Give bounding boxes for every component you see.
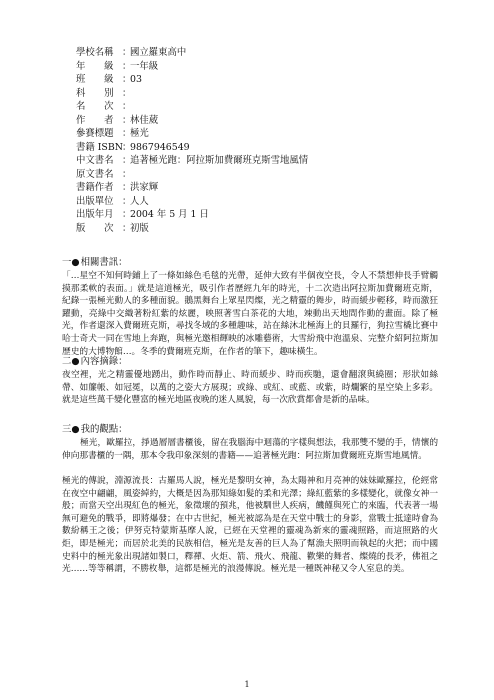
page-number: 1	[244, 680, 250, 689]
meta-value: 林佳葳	[130, 114, 159, 126]
section-title: 我的觀點：	[80, 424, 128, 435]
meta-row: 參賽標題 ： 極光	[76, 128, 149, 139]
meta-row: 年 級 ： 一年級	[76, 60, 159, 72]
meta-row: 書籍 ISBN ： 9867946549	[76, 141, 190, 153]
meta-label: 原文書名	[76, 168, 114, 180]
meta-label: 中文書名	[76, 155, 114, 166]
meta-label: 學校名稱	[76, 47, 114, 58]
meta-row: 原文書名 ：	[76, 168, 132, 180]
meta-value: 9867946549	[130, 141, 190, 153]
metadata-block	[76, 46, 426, 235]
meta-row: 出版年月 ： 2004 年 5 月 1 日	[76, 209, 209, 220]
meta-row: 出版單位 ： 人人	[76, 195, 149, 207]
meta-value: 極光	[130, 128, 149, 139]
excerpt-paragraph: 夜空裡，光之精靈優地踴出，動作時而靜止、時而緩步、時而疾馳，還會翻滾與繞圈；形狀如絲帶、如簾帳、如冠冕，以萬的之姿大方展現；或綠、或紅、或藍、或紫，時爛繁的星空染上多彩。就是這些萬千變化豐富的極光地區夜晚的迷人風貌，每一次欣賞都會是新的品味。	[62, 370, 438, 406]
meta-row: 班 級 ： 03	[76, 74, 142, 85]
section-heading-viewpoint	[62, 423, 127, 436]
meta-row: 科 別 ：	[76, 87, 132, 99]
meta-value: 追著極光跑：阿拉斯加費爾班克斯雪地風情	[130, 155, 309, 166]
bullet-icon: 一●	[62, 257, 80, 268]
meta-label: 書籍作者	[76, 182, 114, 193]
meta-label: 出版單位	[76, 195, 114, 207]
viewpoint-paragraph-1: 極光，歐羅拉，掙過層層書櫃後，留在我腦海中迴蕩的字樣與想法，我那雙不變的手，情懷的伸向那書櫃的一隅，那本令我印象深刻的書籍——追著極光跑：阿拉斯加費爾班克斯雪地風情。	[62, 438, 438, 461]
meta-label: 參賽標題	[76, 128, 114, 139]
meta-row: 學校名稱 ： 國立羅東高中	[76, 47, 187, 58]
meta-value: 一年級	[130, 60, 159, 72]
section-title: 相關書訊：	[80, 257, 128, 268]
meta-value: 人人	[130, 195, 149, 207]
meta-label: 書籍 ISBN	[76, 141, 123, 153]
meta-value: 03	[130, 74, 142, 85]
section-heading-excerpt	[62, 355, 127, 368]
meta-label: 出版年月	[76, 209, 114, 220]
viewpoint-paragraph-2: 極光的傳說，淵源流長：古羅馬人說，極光是黎明女神，為太陽神和月亮神的妹妹歐羅拉，伦經常在夜空中翩翩，風姿綽約，大概是因為那知綠如髮的柔和光澤；綠紅藍紫的多樣變化，就像女神一般；而當天空出現紅色的極光，象徵壞的預兆，他被馴世人疾病，饑饉與死亡的來臨，代表著一場無可避免的戰爭，即將爆發；在中古世紀，極光被認為是在天堂中戰士的身影，當戰士抵達時會為數紛稱王之後；伊努克特蒙斯基摩人說，已經在天堂裡的靈魂為新來的靈魂照路，而這照路的火炬，即是極光；而居於北美的民族相信，極光是友善的巨人為了幫漁夫照明而執起的火把；而中國史料中的極光象出現諸如製口，釋禪、火炬、箭、飛火、飛龍、歡樂的舞者、燦燒的長矛，佛祖之光……等等稱謂，不勝枚舉，這都是極光的浪漫傳說。極光是一種既神秘又令人室息的美。	[62, 476, 438, 575]
bullet-icon: 二●	[62, 356, 80, 367]
meta-row: 書籍作者 ： 洪家輝	[76, 182, 159, 193]
meta-label: 版 次	[76, 222, 114, 234]
meta-row: 作 者 ： 林佳葳	[76, 114, 159, 126]
meta-row: 版 次 ： 初版	[76, 222, 149, 234]
meta-row: 中文書名 ： 追著極光跑：阿拉斯加費爾班克斯雪地風情	[76, 155, 309, 166]
meta-label: 科 別	[76, 87, 114, 99]
meta-label: 年 級	[76, 60, 114, 72]
meta-label: 作 者	[76, 114, 114, 126]
meta-value: 國立羅東高中	[130, 47, 187, 58]
meta-value: 洪家輝	[130, 182, 159, 193]
section-heading-related-info	[62, 256, 127, 269]
section-title: 內容摘錄：	[80, 356, 128, 367]
related-info-paragraph: 「…星空不知何時鋪上了一條如絲色毛毯的光帶，延伸大致有半個夜空長，令人不禁想伸長手臂觸摸那柔軟的表面。」就是這道極光，吸引作者歷經九年的時光，十二次造出阿拉斯加費爾班克斯，紀錄一張極光動人的多種面貌。鵝黑舞台上眾星閃燦，光之精靈的舞步，時而緩步輕移，時而激狂躍動，亮綠中交織著粉紅紫的炫麗，映照著雪白茶花的大地，竦動出天地間作動的畫面。除了極光，作者還深入費爾班克斯，尋找冬域的多種趣味，站在絲沐北極海上的貝羅行，狗拉雪橇比賽中哈士奇犬一同在雪地上奔跑，與極光邀相輝映的冰雕藝術，大雪紛飛中泡溫泉、完整介紹阿拉斯加歷史的大博物館…。冬季的費爾班克斯，在作者的筆下，趣味橫生。	[62, 271, 438, 357]
meta-row: 名 次 ：	[76, 101, 132, 112]
meta-value: 初版	[130, 222, 149, 234]
meta-label: 班 級	[76, 74, 114, 85]
bullet-icon: 三●	[62, 424, 80, 435]
meta-label: 名 次	[76, 101, 114, 112]
meta-value: 2004 年 5 月 1 日	[130, 209, 209, 220]
